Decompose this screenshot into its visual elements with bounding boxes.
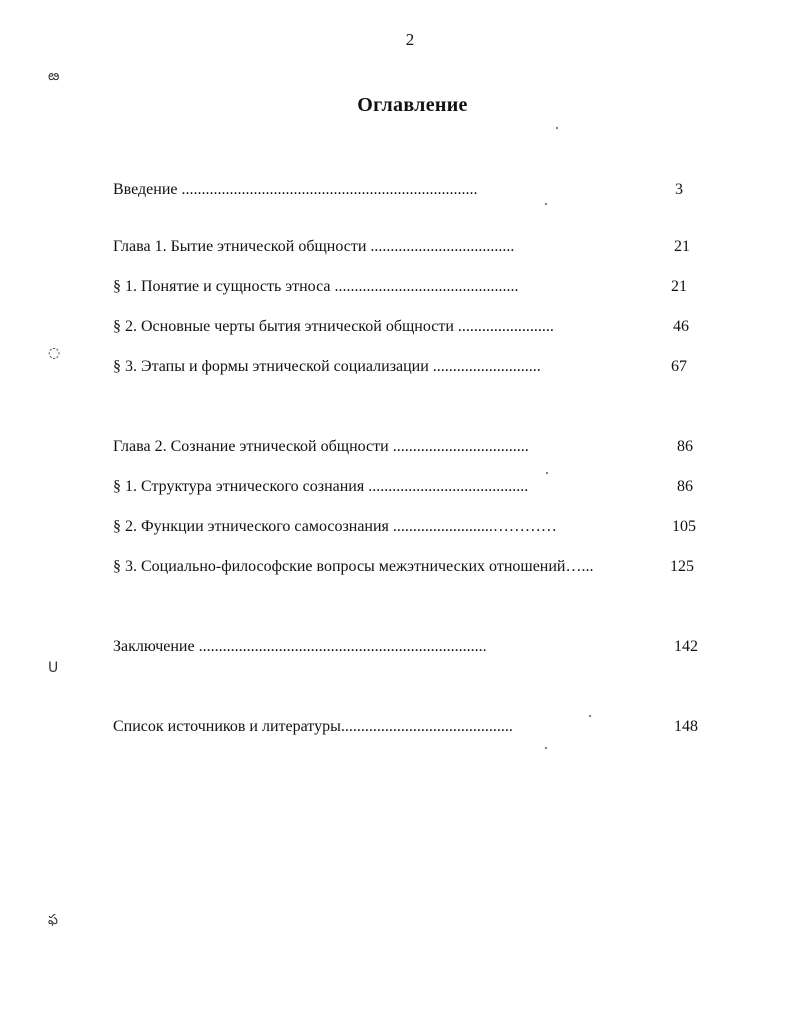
toc-entry-text: § 1. Структура этнического сознания ........................................ [113,478,529,495]
toc-entry-text: § 3. Этапы и формы этнической социализации ........................... [113,358,541,375]
toc-entry-text: § 2. Основные черты бытия этнической общности ........................ [113,318,554,335]
toc-entry-page: 3 [675,181,683,198]
punch-hole-mark-icon: ◌ [48,345,61,361]
toc-entry-chapter-2-section-2 [113,516,703,538]
toc-entry-page: 142 [674,638,698,655]
toc-entry-text: Глава 2. Сознание этнической общности .................................. [113,438,529,455]
toc-entry-page: 125 [670,558,694,575]
toc-entry-page: 86 [677,478,693,495]
toc-entry-chapter-2 [113,436,703,458]
toc-entry-page: 21 [671,278,687,295]
scan-speck [556,127,558,129]
toc-entry-page: 148 [674,718,698,735]
toc-entry-chapter-1-section-2 [113,316,703,338]
toc-entry-text: § 2. Функции этнического самосознания .........................………… [113,518,557,535]
toc-entry-text: § 3. Социально-философские вопросы межэтнических отношений…... [113,558,594,575]
toc-entry-page: 86 [677,438,693,455]
punch-hole-mark-icon: ᑌ [48,660,59,676]
toc-entry-chapter-2-section-3 [113,556,703,578]
toc-entry-text: Список источников и литературы........................................... [113,718,513,735]
toc-entry-page: 21 [674,238,690,255]
page-number: 2 [405,30,415,49]
toc-entry-text: § 1. Понятие и сущность этноса .............................................. [113,278,519,295]
toc-entry-chapter-2-section-1 [113,476,703,498]
page-title: Оглавление [357,94,468,116]
toc-entry-conclusion [113,636,703,658]
scan-speck [545,203,547,205]
toc-entry-introduction [113,179,703,201]
toc-entry-bibliography [113,716,703,738]
scan-speck [546,472,548,474]
toc-entry-page: 105 [672,518,696,535]
toc-entry-text: Введение .......................................................................... [113,181,478,198]
toc-entry-text: Заключение ........................................................................ [113,638,487,655]
toc-entry-chapter-1-section-1 [113,276,703,298]
toc-entry-chapter-1 [113,236,703,258]
scan-speck [589,715,591,717]
punch-hole-mark-icon: ఴ [48,68,60,84]
toc-entry-text: Глава 1. Бытие этнической общности .................................... [113,238,515,255]
punch-hole-mark-icon: ఫ [48,912,58,928]
scan-speck [545,747,547,749]
toc-entry-chapter-1-section-3 [113,356,703,378]
toc-entry-page: 67 [671,358,687,375]
toc-entry-page: 46 [673,318,689,335]
